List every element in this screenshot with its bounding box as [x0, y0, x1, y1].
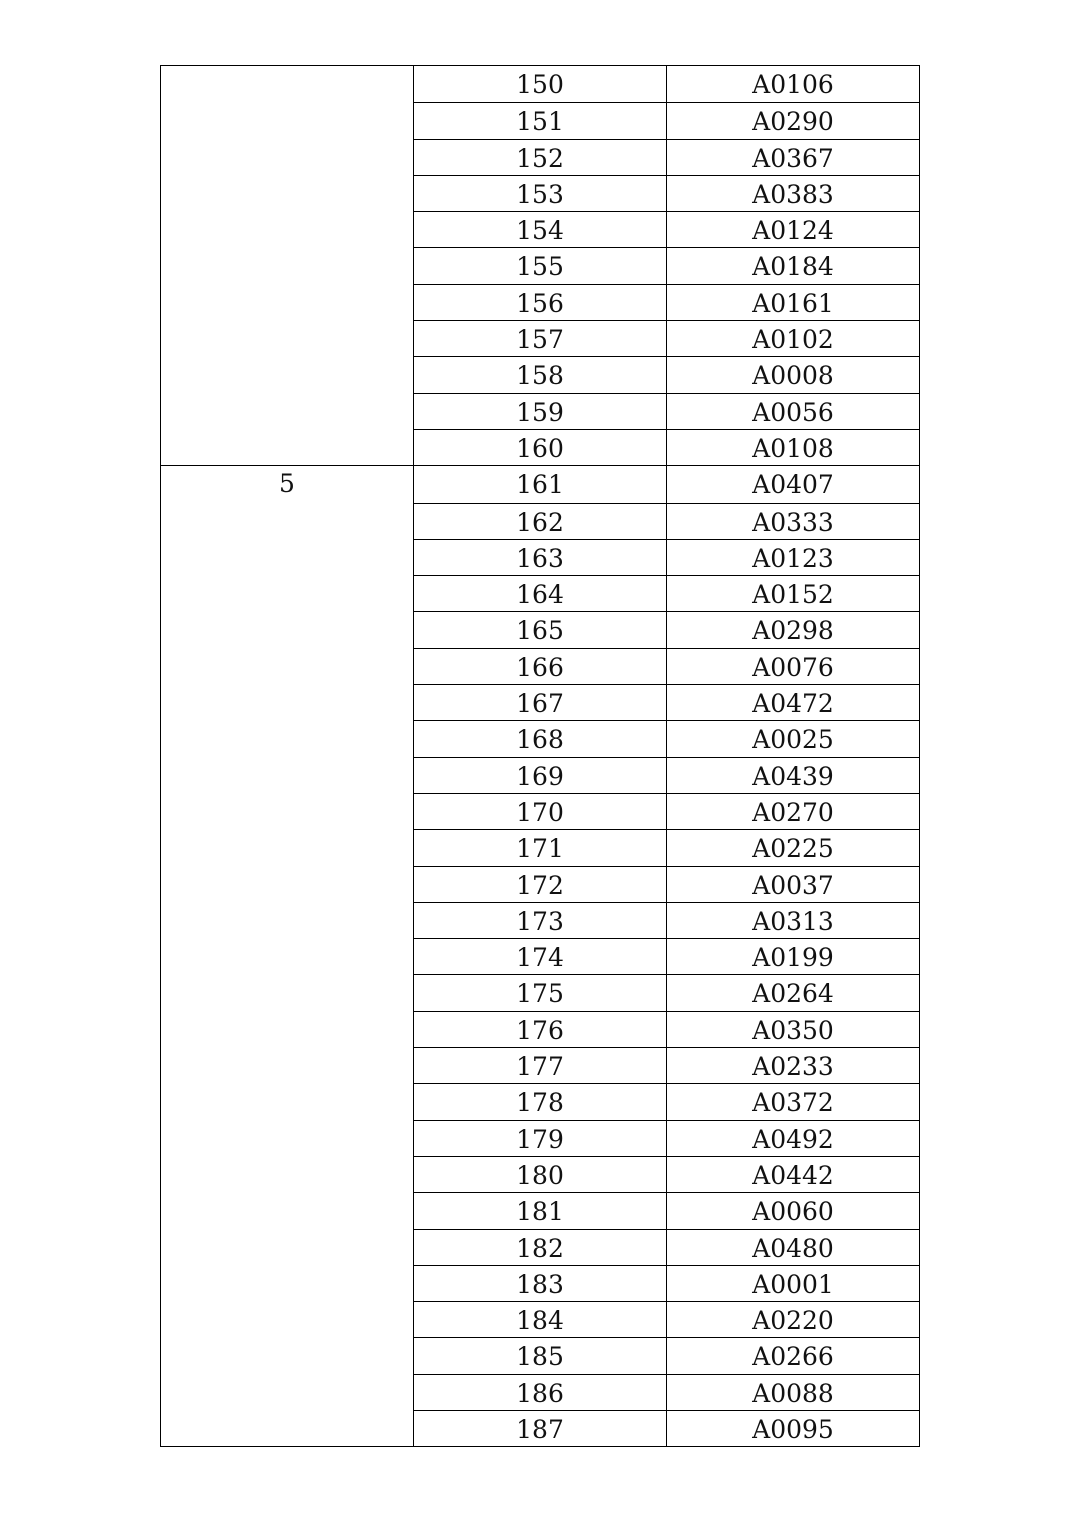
table-row	[414, 757, 919, 793]
code-cell: A0161	[752, 288, 834, 318]
code-cell: A0225	[752, 834, 834, 864]
table-row	[414, 1047, 919, 1083]
table-row	[414, 539, 919, 575]
table-group	[161, 465, 919, 1446]
serial-number-cell: 179	[414, 1121, 667, 1156]
table-row	[414, 938, 919, 974]
serial-number-cell: 168	[414, 721, 667, 756]
code-cell: A0472	[752, 689, 834, 719]
code-cell: A0442	[752, 1160, 834, 1190]
table-row	[414, 1374, 919, 1410]
serial-number-cell: 150	[414, 66, 667, 102]
table-row	[414, 648, 919, 684]
table-row	[414, 139, 919, 175]
group-label-cell: 5	[161, 466, 414, 1446]
serial-number-cell: 169	[414, 758, 667, 793]
serial-number-cell: 156	[414, 285, 667, 320]
table-row	[414, 429, 919, 465]
code-cell: A0001	[752, 1269, 834, 1299]
serial-number-cell: 172	[414, 867, 667, 902]
serial-number-cell: 158	[414, 357, 667, 392]
serial-number-cell: 160	[414, 430, 667, 465]
group-label-cell	[161, 66, 414, 465]
code-cell: A0270	[752, 797, 834, 827]
table-row	[414, 1265, 919, 1301]
serial-number-cell: 174	[414, 939, 667, 974]
code-cell: A0439	[752, 761, 834, 791]
serial-number-cell: 157	[414, 321, 667, 356]
table-row	[414, 611, 919, 647]
table-row	[414, 102, 919, 138]
table-row	[414, 320, 919, 356]
serial-number-cell: 187	[414, 1411, 667, 1446]
code-cell: A0480	[752, 1233, 834, 1263]
serial-number-cell: 182	[414, 1230, 667, 1265]
code-cell: A0037	[752, 870, 834, 900]
table-row	[414, 793, 919, 829]
code-cell: A0102	[752, 325, 834, 355]
table-row	[414, 1192, 919, 1228]
code-cell: A0383	[752, 179, 834, 209]
data-table	[160, 65, 920, 1447]
table-row	[414, 247, 919, 283]
serial-number-cell: 152	[414, 140, 667, 175]
table-row	[414, 684, 919, 720]
code-cell: A0220	[752, 1306, 834, 1336]
serial-number-cell: 171	[414, 830, 667, 865]
table-row	[414, 829, 919, 865]
table-row	[414, 356, 919, 392]
code-cell: A0199	[752, 943, 834, 973]
serial-number-cell: 163	[414, 540, 667, 575]
serial-number-cell: 183	[414, 1266, 667, 1301]
serial-number-cell: 176	[414, 1012, 667, 1047]
serial-number-cell: 166	[414, 649, 667, 684]
serial-number-cell: 178	[414, 1084, 667, 1119]
table-row	[414, 974, 919, 1010]
code-cell: A0106	[752, 70, 834, 99]
table-row	[414, 466, 919, 502]
table-row	[414, 1229, 919, 1265]
code-cell: A0060	[752, 1197, 834, 1227]
serial-number-cell: 185	[414, 1338, 667, 1373]
serial-number-cell: 164	[414, 576, 667, 611]
table-row	[414, 1301, 919, 1337]
table-row	[414, 575, 919, 611]
code-cell: A0492	[752, 1124, 834, 1154]
serial-number-cell: 159	[414, 394, 667, 429]
serial-number-cell: 155	[414, 248, 667, 283]
table-row	[414, 66, 919, 102]
code-cell: A0025	[752, 725, 834, 755]
code-cell: A0108	[752, 433, 834, 463]
table-row	[414, 284, 919, 320]
table-row	[414, 1337, 919, 1373]
serial-number-cell: 153	[414, 176, 667, 211]
serial-number-cell: 151	[414, 103, 667, 138]
code-cell: A0124	[752, 216, 834, 246]
serial-number-cell: 177	[414, 1048, 667, 1083]
code-cell: A0008	[752, 361, 834, 391]
code-cell: A0372	[752, 1088, 834, 1118]
code-cell: A0095	[752, 1414, 834, 1444]
serial-number-cell: 167	[414, 685, 667, 720]
serial-number-cell: 154	[414, 212, 667, 247]
code-cell: A0264	[752, 979, 834, 1009]
code-cell: A0350	[752, 1015, 834, 1045]
code-cell: A0076	[752, 652, 834, 682]
code-cell: A0298	[752, 616, 834, 646]
code-cell: A0367	[752, 143, 834, 173]
table-row	[414, 866, 919, 902]
serial-number-cell: 180	[414, 1157, 667, 1192]
table-row	[414, 1120, 919, 1156]
table-row	[414, 175, 919, 211]
serial-number-cell: 173	[414, 903, 667, 938]
code-cell: A0407	[752, 470, 834, 500]
table-row	[414, 1156, 919, 1192]
table-group	[161, 66, 919, 465]
code-cell: A0266	[752, 1342, 834, 1372]
serial-number-cell: 186	[414, 1375, 667, 1410]
code-cell: A0088	[752, 1378, 834, 1408]
code-cell: A0056	[752, 397, 834, 427]
serial-number-cell: 175	[414, 975, 667, 1010]
table-row	[414, 1011, 919, 1047]
table-row	[414, 503, 919, 539]
serial-number-cell: 162	[414, 504, 667, 539]
code-cell: A0290	[752, 107, 834, 137]
serial-number-cell: 184	[414, 1302, 667, 1337]
table-row	[414, 393, 919, 429]
serial-number-cell: 170	[414, 794, 667, 829]
code-cell: A0233	[752, 1052, 834, 1082]
serial-number-cell: 181	[414, 1193, 667, 1228]
serial-number-cell: 165	[414, 612, 667, 647]
code-cell: A0152	[752, 580, 834, 610]
table-row	[414, 902, 919, 938]
table-row	[414, 1410, 919, 1446]
code-cell: A0123	[752, 543, 834, 573]
code-cell: A0333	[752, 507, 834, 537]
table-row	[414, 211, 919, 247]
table-row	[414, 720, 919, 756]
serial-number-cell: 161	[414, 466, 667, 502]
table-row	[414, 1083, 919, 1119]
code-cell: A0313	[752, 906, 834, 936]
code-cell: A0184	[752, 252, 834, 282]
